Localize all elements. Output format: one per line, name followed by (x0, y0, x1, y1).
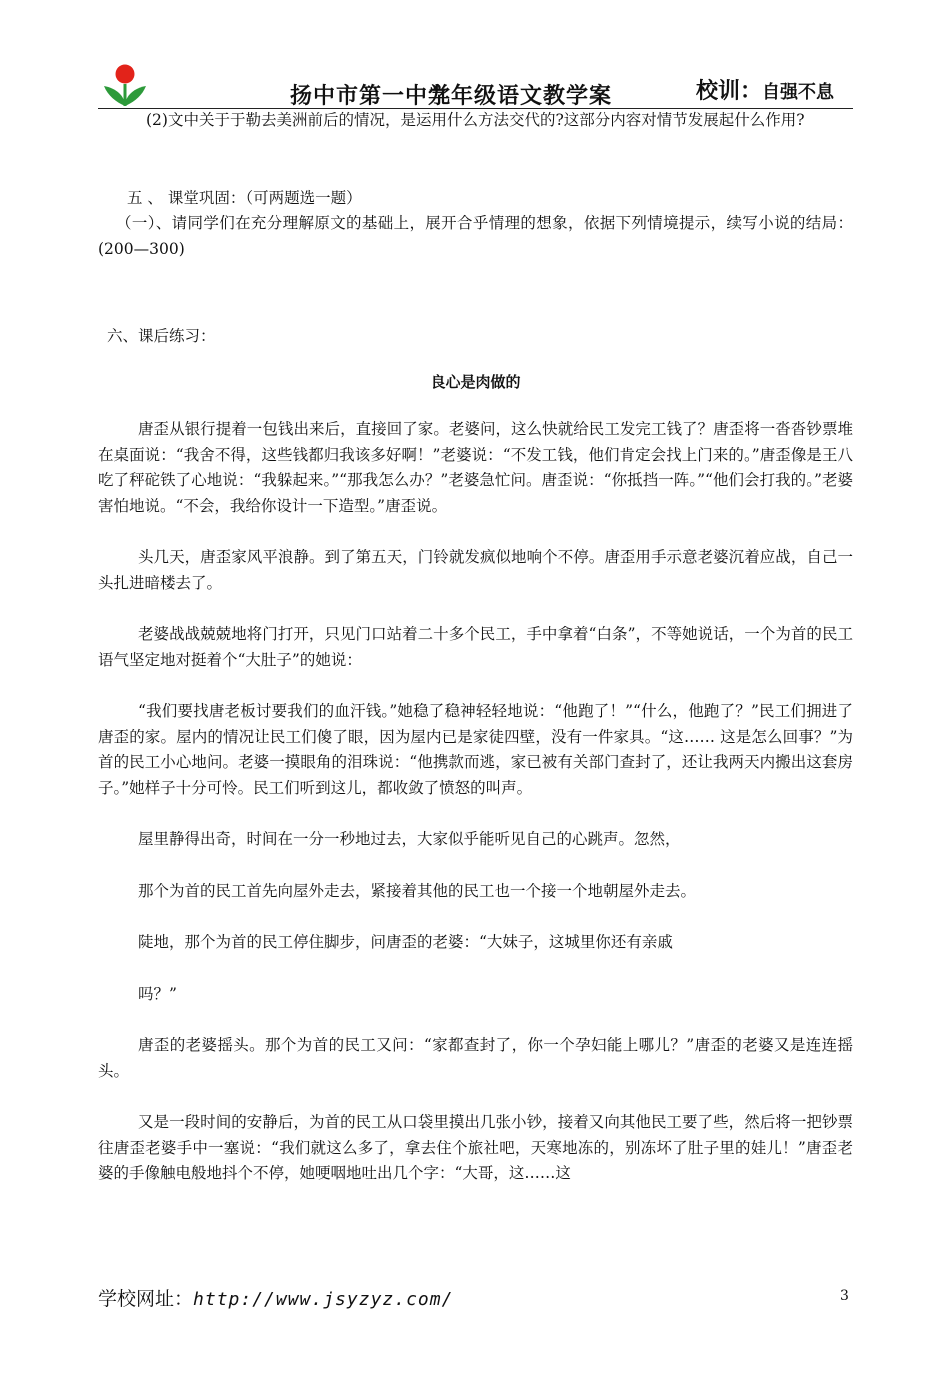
story-paragraph-9: 唐歪的老婆摇头。那个为首的民工又问：“家都查封了，你一个孕妇能上哪儿？”唐歪的老婆又是连连摇头。 (98, 1036, 853, 1080)
page-footer (98, 1284, 453, 1311)
story-paragraph-6: 那个为首的民工首先向屋外走去，紧接着其他的民工也一个接一个地朝屋外走去。 (138, 881, 697, 900)
page-number: 3 (840, 1288, 849, 1304)
school-logo-icon (100, 62, 150, 108)
story-paragraph-5: 屋里静得出奇，时间在一分一秒地过去，大家似乎能听见自己的心跳声。忽然， (138, 830, 681, 848)
section-5-heading: 五 、 课堂巩固：（可两题选一题） (127, 188, 362, 207)
section-5-item-1: （一）、请同学们在充分理解原文的基础上，展开合乎情理的想象，依据下列情境提示，续写小说的结局：(200—300) (98, 214, 853, 258)
story-paragraph-7: 陡地，那个为首的民工停住脚步，问唐歪的老婆：“大妹子，这城里你还有亲戚 (138, 933, 673, 951)
motto-label: 校训： (696, 78, 763, 104)
story-paragraph-10: 又是一段时间的安静后，为首的民工从口袋里摸出几张小钞，接着又向其他民工要了些，然后将一把钞票往唐歪老婆手中一塞说：“我们就这么多了，拿去住个旅社吧，天寒地冻的，别冻坏了肚子里的娃儿！”唐歪老婆的手像触电般地抖个不停，她哽咽地吐出几个字：“大哥，这……这 (98, 1113, 853, 1182)
document-body (98, 108, 853, 1187)
story-paragraph-1: 唐歪从银行提着一包钱出来后，直接回了家。老婆问，这么快就给民工发完工钱了？唐歪将一沓沓钞票堆在桌面说：“我舍不得，这些钱都归我该多好啊！”老婆说：“不发工钱，他们肯定会找上门来的。”唐歪像是王八吃了秤砣铁了心地说：“我躲起来。”“那我怎么办？”老婆急忙问。唐歪说：“你抵挡一阵。”“他们会打我的。”老婆害怕地说。“不会，我给你设计一下造型。”唐歪说。 (98, 420, 853, 515)
story-paragraph-2: 头几天，唐歪家风平浪静。到了第五天，门铃就发疯似地响个不停。唐歪用手示意老婆沉着应战，自己一头扎进暗楼去了。 (98, 548, 853, 592)
motto-text: 自强不息 (762, 82, 835, 103)
footer-website-label: 学校网址： (98, 1288, 194, 1310)
story-paragraph-4: “我们要找唐老板讨要我们的血汗钱。”她稳了稳神轻轻地说：“他跑了！”“什么，他跑了？”民工们拥进了唐歪的家。屋内的情况让民工们傻了眼，因为屋内已是家徒四壁，没有一件家具。“这…… 这是怎么回事？”为首的民工小心地问。老婆一摸眼角的泪珠说：“他携款而逃，家已被有关部门查封了，还让我两天内搬出这套房子。”她样子十分可怜。民工们听到这儿，都收敛了愤怒的叫声。 (98, 702, 853, 797)
footer-website-url[interactable]: http://www.jsyzyz.com/ (193, 1289, 454, 1310)
header-motto (696, 74, 834, 105)
section-6-heading: 六、课后练习： (107, 327, 216, 345)
page-header (98, 62, 853, 109)
header-school-name: 扬中市第一中学 (290, 83, 452, 109)
story-paragraph-3: 老婆战战兢兢地将门打开，只见门口站着二十多个民工，手中拿着“白条”，不等她说话，一个为首的民工语气坚定地对挺着个“大肚子”的她说： (98, 625, 853, 669)
header-course-title: 九年级语文教学案 (428, 83, 613, 109)
story-paragraph-8: 吗？” (138, 984, 177, 1003)
story-title: 良心是肉做的 (430, 372, 521, 391)
question-2: (2)文中关于于勒去美洲前后的情况，是运用什么方法交代的?这部分内容对情节发展起什么作用? (146, 111, 805, 129)
